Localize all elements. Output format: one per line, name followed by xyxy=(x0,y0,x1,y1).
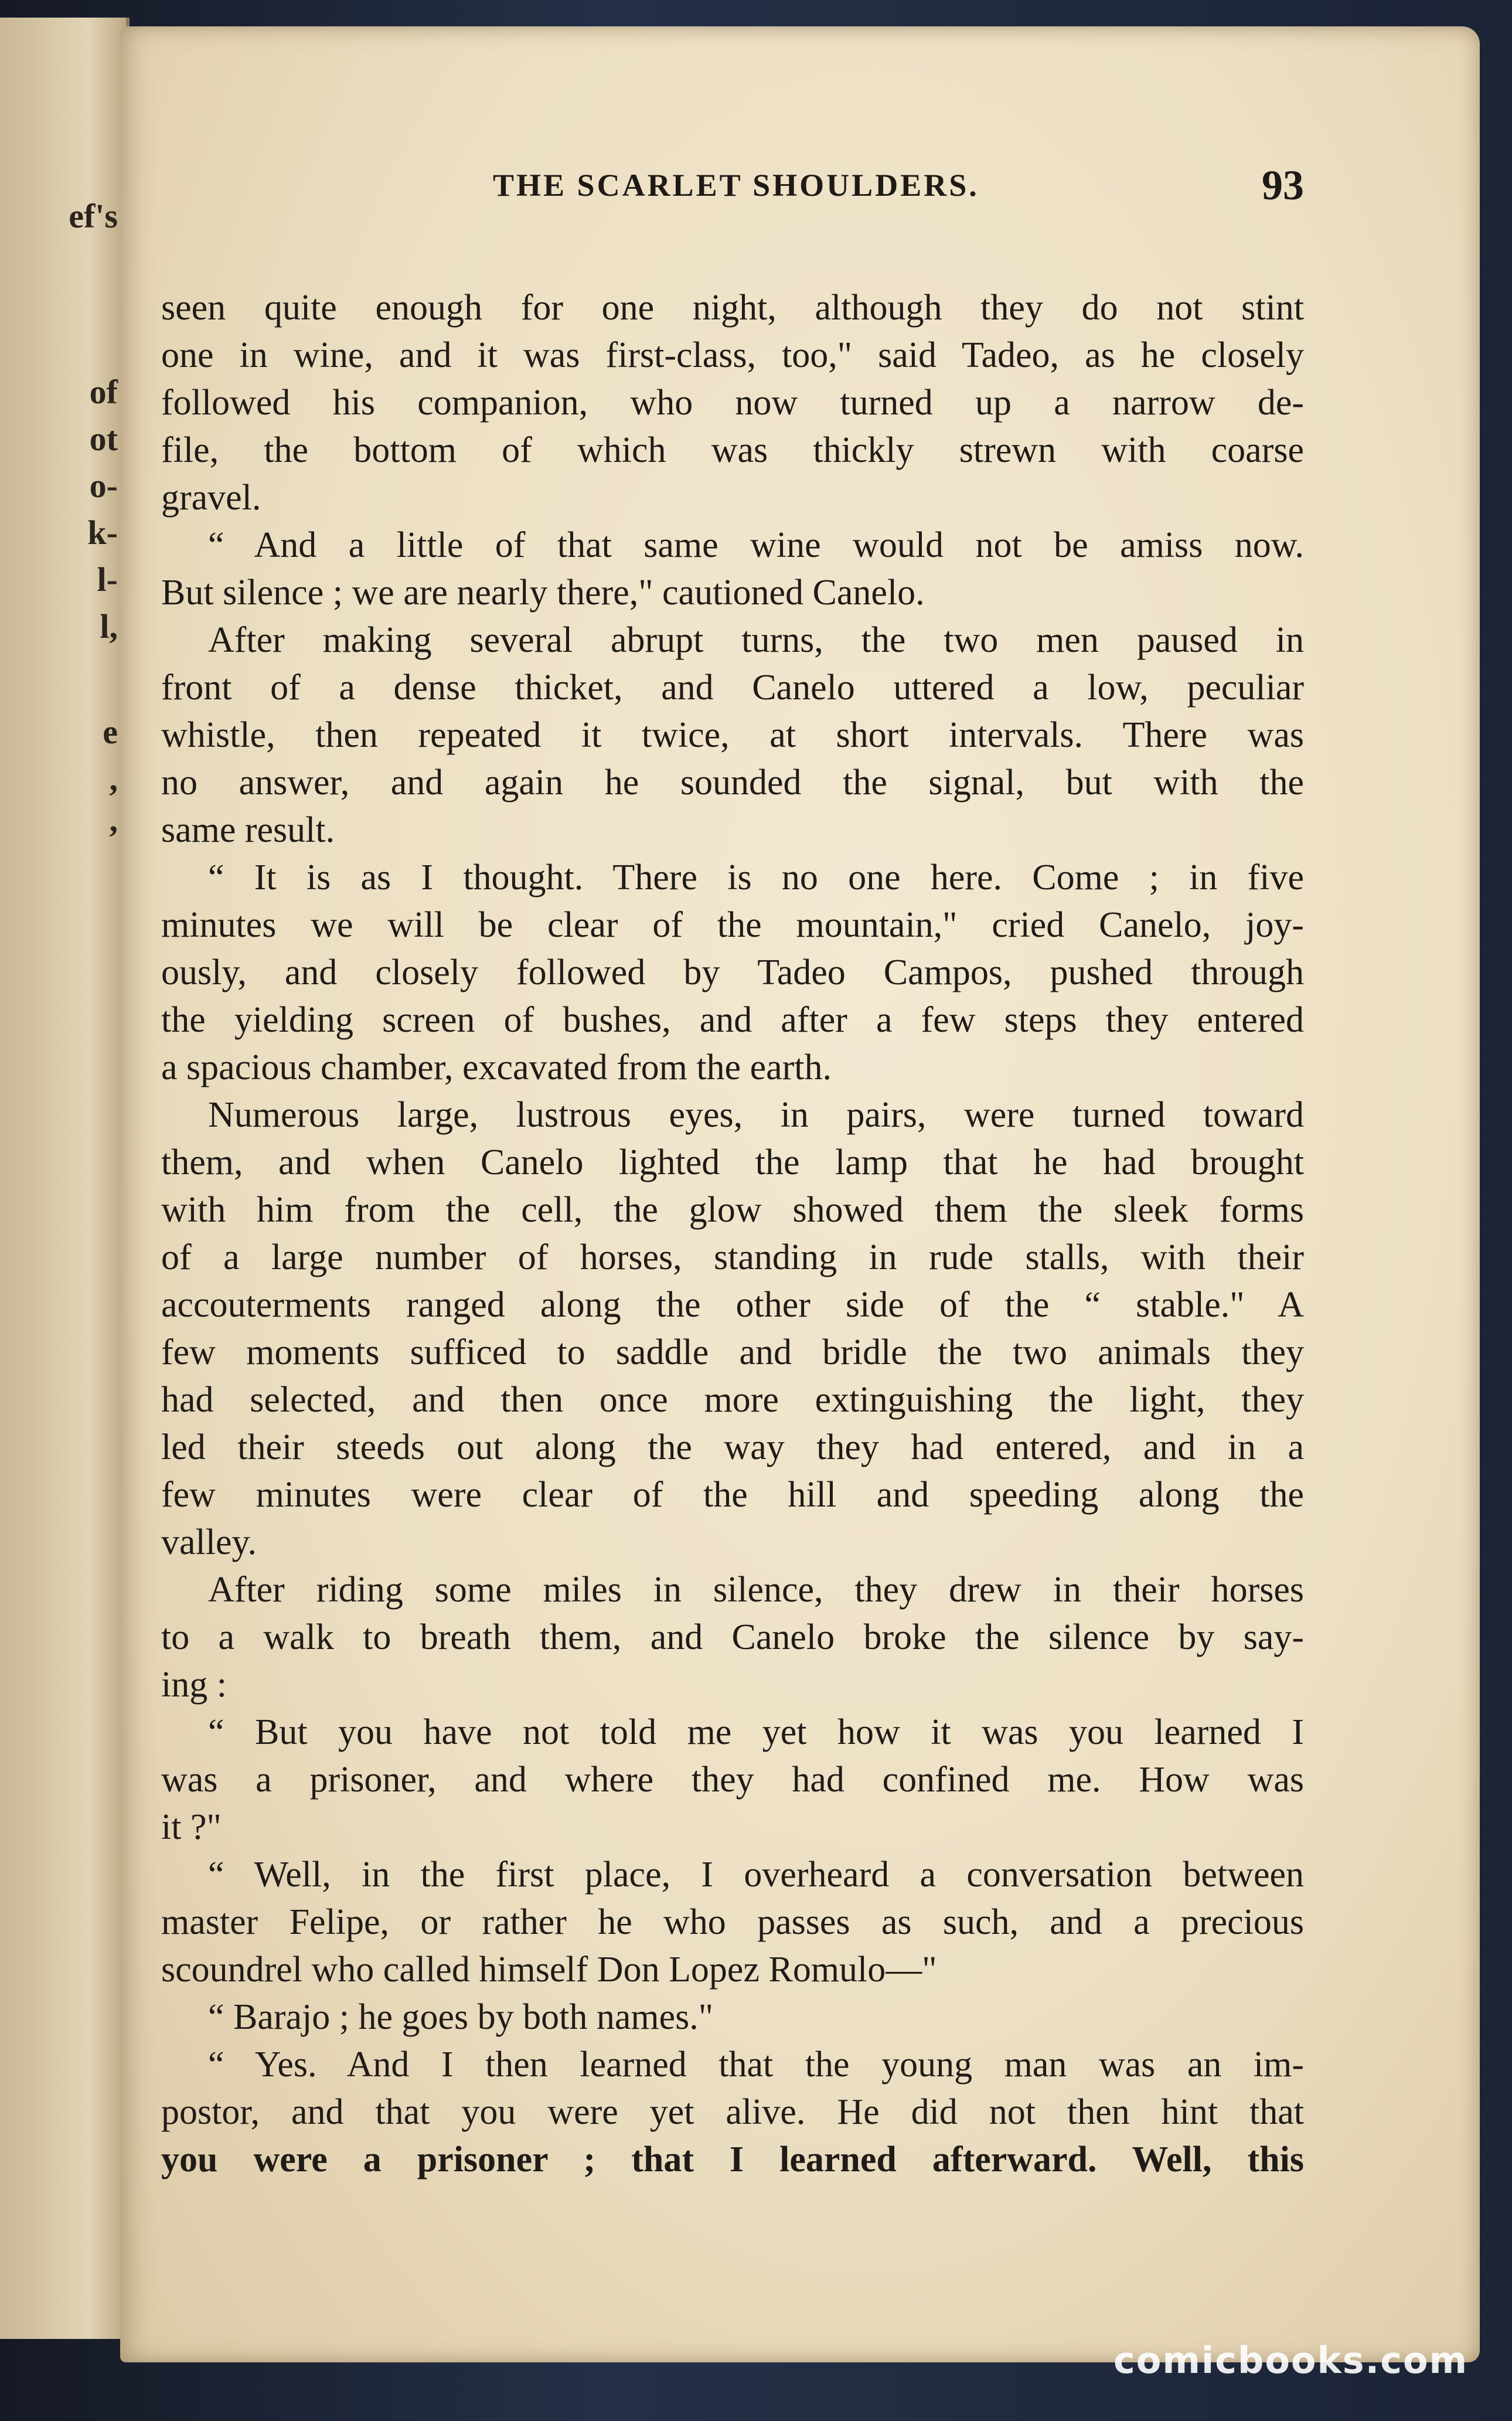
text-line: minutes we will be clear of the mountain," cried Canelo, joy- xyxy=(161,905,1304,945)
text-line: master Felipe, or rather he who passes as such, and a precious xyxy=(161,1902,1304,1942)
text-line: Numerous large, lustrous eyes, in pairs, were turned toward xyxy=(208,1095,1304,1135)
text-line: with him from the cell, the glow showed them the sleek forms xyxy=(161,1190,1304,1230)
text-line: After riding some miles in silence, they drew in their horses xyxy=(208,1570,1304,1610)
text-line: “ Well, in the first place, I overheard a conversation between xyxy=(208,1855,1304,1895)
text-line: “ Yes. And I then learned that the young man was an im- xyxy=(208,2045,1304,2085)
text-line: whistle, then repeated it twice, at short intervals. There was xyxy=(161,715,1304,755)
left-page-fragment: o- xyxy=(89,467,118,505)
text-line: led their steeds out along the way they had entered, and in a xyxy=(161,1427,1304,1467)
left-page-fragment: l, xyxy=(100,607,118,645)
text-line: “ But you have not told me yet how it was you learned I xyxy=(208,1712,1304,1752)
text-line: accouterments ranged along the other side of the “ stable." A xyxy=(161,1285,1304,1325)
text-line: “ Barajo ; he goes by both names." xyxy=(208,1997,714,2037)
text-line: a spacious chamber, excavated from the earth. xyxy=(161,1048,832,1087)
text-line: few moments sufficed to saddle and bridle the two animals they xyxy=(161,1332,1304,1372)
text-line: “ It is as I thought. There is no one here. Come ; in five xyxy=(208,858,1304,897)
text-line: postor, and that you were yet alive. He did not then hint that xyxy=(161,2092,1304,2132)
text-line: valley. xyxy=(161,1522,257,1562)
left-page-fragment: of xyxy=(89,373,118,411)
text-line: the yielding screen of bushes, and after a few steps they entered xyxy=(161,1000,1304,1040)
watermark: comicbooks.com xyxy=(1113,2339,1469,2382)
text-line: was a prisoner, and where they had confined me. How was xyxy=(161,1760,1304,1800)
text-line: scoundrel who called himself Don Lopez Romulo—" xyxy=(161,1950,937,1990)
body-text xyxy=(161,284,1304,2184)
page-header xyxy=(120,162,1480,214)
text-line: had selected, and then once more extinguishing the light, they xyxy=(161,1380,1304,1420)
text-line: same result. xyxy=(161,810,335,850)
text-line: to a walk to breath them, and Canelo broke the silence by say- xyxy=(161,1617,1304,1657)
page-number: 93 xyxy=(1262,162,1304,209)
left-page-fragment: ef's xyxy=(69,197,118,235)
text-line: them, and when Canelo lighted the lamp that he had brought xyxy=(161,1143,1304,1182)
text-line: it ?" xyxy=(161,1807,222,1847)
left-page-fragment: e xyxy=(103,713,118,751)
text-line: of a large number of horses, standing in rude stalls, with their xyxy=(161,1237,1304,1277)
text-line: one in wine, and it was first-class, too," said Tadeo, as he closely xyxy=(161,335,1304,375)
text-line: gravel. xyxy=(161,478,261,518)
text-line: you were a prisoner ; that I learned afterward. Well, this xyxy=(161,2140,1304,2179)
book-page xyxy=(120,26,1480,2362)
left-page-fragment: l- xyxy=(97,560,118,599)
text-line: seen quite enough for one night, although they do not stint xyxy=(161,288,1304,328)
text-line: file, the bottom of which was thickly strewn with coarse xyxy=(161,430,1304,470)
running-title: THE SCARLET SHOULDERS. xyxy=(493,168,979,203)
left-page-fragment: k- xyxy=(87,514,118,552)
text-line: But silence ; we are nearly there," cautioned Canelo. xyxy=(161,573,925,613)
previous-page-edge xyxy=(0,18,130,2339)
left-page-fragment: , xyxy=(109,801,118,839)
text-line: “ And a little of that same wine would not be amiss now. xyxy=(208,525,1304,565)
text-line: ing : xyxy=(161,1665,227,1705)
text-line: front of a dense thicket, and Canelo uttered a low, peculiar xyxy=(161,668,1304,708)
text-line: no answer, and again he sounded the signal, but with the xyxy=(161,763,1304,803)
text-line: ously, and closely followed by Tadeo Campos, pushed through xyxy=(161,953,1304,992)
left-page-fragment: ot xyxy=(89,420,118,458)
left-page-fragment: , xyxy=(109,760,118,798)
text-line: followed his companion, who now turned up a narrow de- xyxy=(161,383,1304,423)
text-line: few minutes were clear of the hill and speeding along the xyxy=(161,1475,1304,1515)
text-line: After making several abrupt turns, the two men paused in xyxy=(208,620,1304,660)
